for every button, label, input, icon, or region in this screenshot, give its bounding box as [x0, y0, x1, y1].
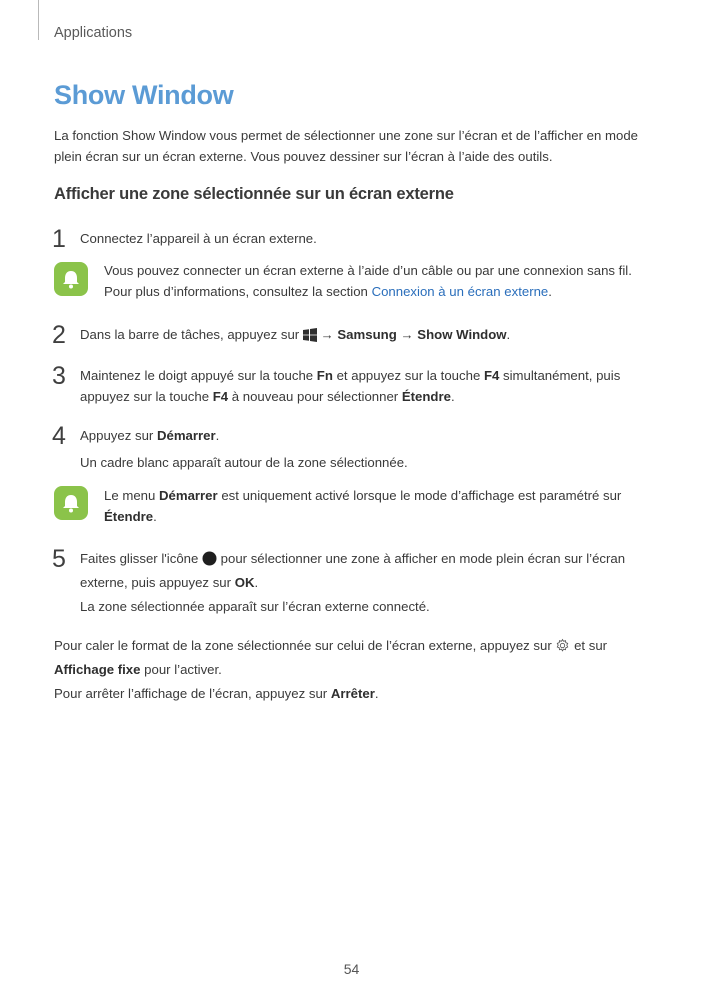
- demarrer-label-note: Démarrer: [159, 488, 218, 503]
- settings-gear-icon: [555, 638, 570, 659]
- paragraph-fixed-display: [54, 635, 634, 680]
- step-4-note-t1: Le menu: [104, 488, 159, 503]
- step-3-text: [80, 365, 650, 407]
- step-3-t4: à nouveau pour sélectionner: [228, 389, 402, 404]
- affichage-fixe-label: Affichage fixe: [54, 662, 141, 677]
- paragraph-stop-display: [54, 683, 634, 704]
- f4-key-label: F4: [483, 368, 500, 383]
- etendre-label-note: Étendre: [104, 509, 154, 524]
- step-4-line2: Un cadre blanc apparaît autour de la zone sélectionnée.: [80, 455, 408, 470]
- step-2-text-before: Dans la barre de tâches, appuyez sur: [80, 327, 303, 342]
- step-4-t1: Appuyez sur: [80, 428, 157, 443]
- para1-t1: Pour caler le format de la zone sélectionnée sur celui de l’écran externe, appuyez sur: [54, 638, 556, 653]
- ok-label: OK: [234, 575, 255, 590]
- section-header: Applications: [54, 25, 133, 41]
- show-window-label: Show Window: [417, 327, 507, 342]
- step-1-note: [104, 260, 654, 302]
- f4-key-label-2: F4: [212, 389, 229, 404]
- step-5-t2: pour sélectionner une zone à afficher en mode plein écran sur l’écran externe, puis appuyez sur: [80, 551, 626, 590]
- step-1-text: Connectez l’appareil à un écran externe.: [80, 231, 317, 246]
- para2-end: .: [374, 686, 379, 701]
- step-4-note-t2: est uniquement activé lorsque le mode d’affichage est paramétré sur: [217, 488, 622, 503]
- step-5-line2: La zone sélectionnée apparaît sur l’écran externe connecté.: [80, 599, 430, 614]
- step-number-5: 5: [52, 545, 66, 573]
- etendre-label: Étendre: [401, 389, 451, 404]
- step-3-t2: et appuyez sur la touche: [332, 368, 484, 383]
- step-3-t1: Maintenez le doigt appuyé sur la touche: [80, 368, 317, 383]
- step-5-t1: Faites glisser l'icône: [80, 551, 202, 566]
- step-number-4: 4: [52, 422, 66, 450]
- header-divider: [38, 0, 39, 40]
- samsung-label: Samsung: [337, 327, 397, 342]
- drag-handle-icon: [202, 551, 217, 572]
- step-4-text: [80, 425, 660, 446]
- note-bell-icon: [54, 486, 88, 520]
- step-3-t3: simultanément, puis appuyez sur la touche: [80, 368, 621, 404]
- step-number-2: 2: [52, 321, 66, 349]
- step-5-end: .: [254, 575, 259, 590]
- note-bell-icon: [54, 262, 88, 296]
- section-subtitle: Afficher une zone sélectionnée sur un écran externe: [54, 185, 454, 203]
- step-4-note-end: .: [153, 509, 157, 524]
- para1-t2: et sur: [570, 638, 608, 653]
- step-2-text: [80, 324, 660, 348]
- intro-paragraph: La fonction Show Window vous permet de sélectionner une zone sur l’écran et de l’afficher en mode plein écran sur un écran externe. Vous pouvez dessiner sur l’écran à l’aide des outils.: [54, 128, 639, 164]
- step-number-1: 1: [52, 225, 66, 253]
- para2-t1: Pour arrêter l’affichage de l’écran, appuyez sur: [54, 686, 331, 701]
- step-5-text: [80, 548, 650, 593]
- connexion-ecran-externe-link[interactable]: Connexion à un écran externe: [371, 284, 549, 299]
- step-number-3: 3: [52, 362, 66, 390]
- windows-start-icon: [303, 327, 317, 348]
- step-4-note: [104, 485, 649, 527]
- arrow-1: →: [320, 327, 334, 342]
- page-number: 54: [343, 961, 360, 977]
- step-3-end: .: [450, 389, 455, 404]
- step-1-note-text: Vous pouvez connecter un écran externe à l’aide d’un câble ou par une connexion sans fil. Pour plus d’informations, consultez la section: [104, 263, 632, 299]
- step-2-end: .: [506, 327, 511, 342]
- page-title: Show Window: [54, 80, 234, 110]
- demarrer-label: Démarrer: [156, 428, 216, 443]
- arrow-2: →: [400, 327, 414, 342]
- step-1-note-end: .: [548, 284, 552, 299]
- step-4-end: .: [215, 428, 220, 443]
- para1-t3: pour l’activer.: [140, 662, 222, 677]
- arreter-label: Arrêter: [330, 686, 375, 701]
- fn-key-label: Fn: [316, 368, 333, 383]
